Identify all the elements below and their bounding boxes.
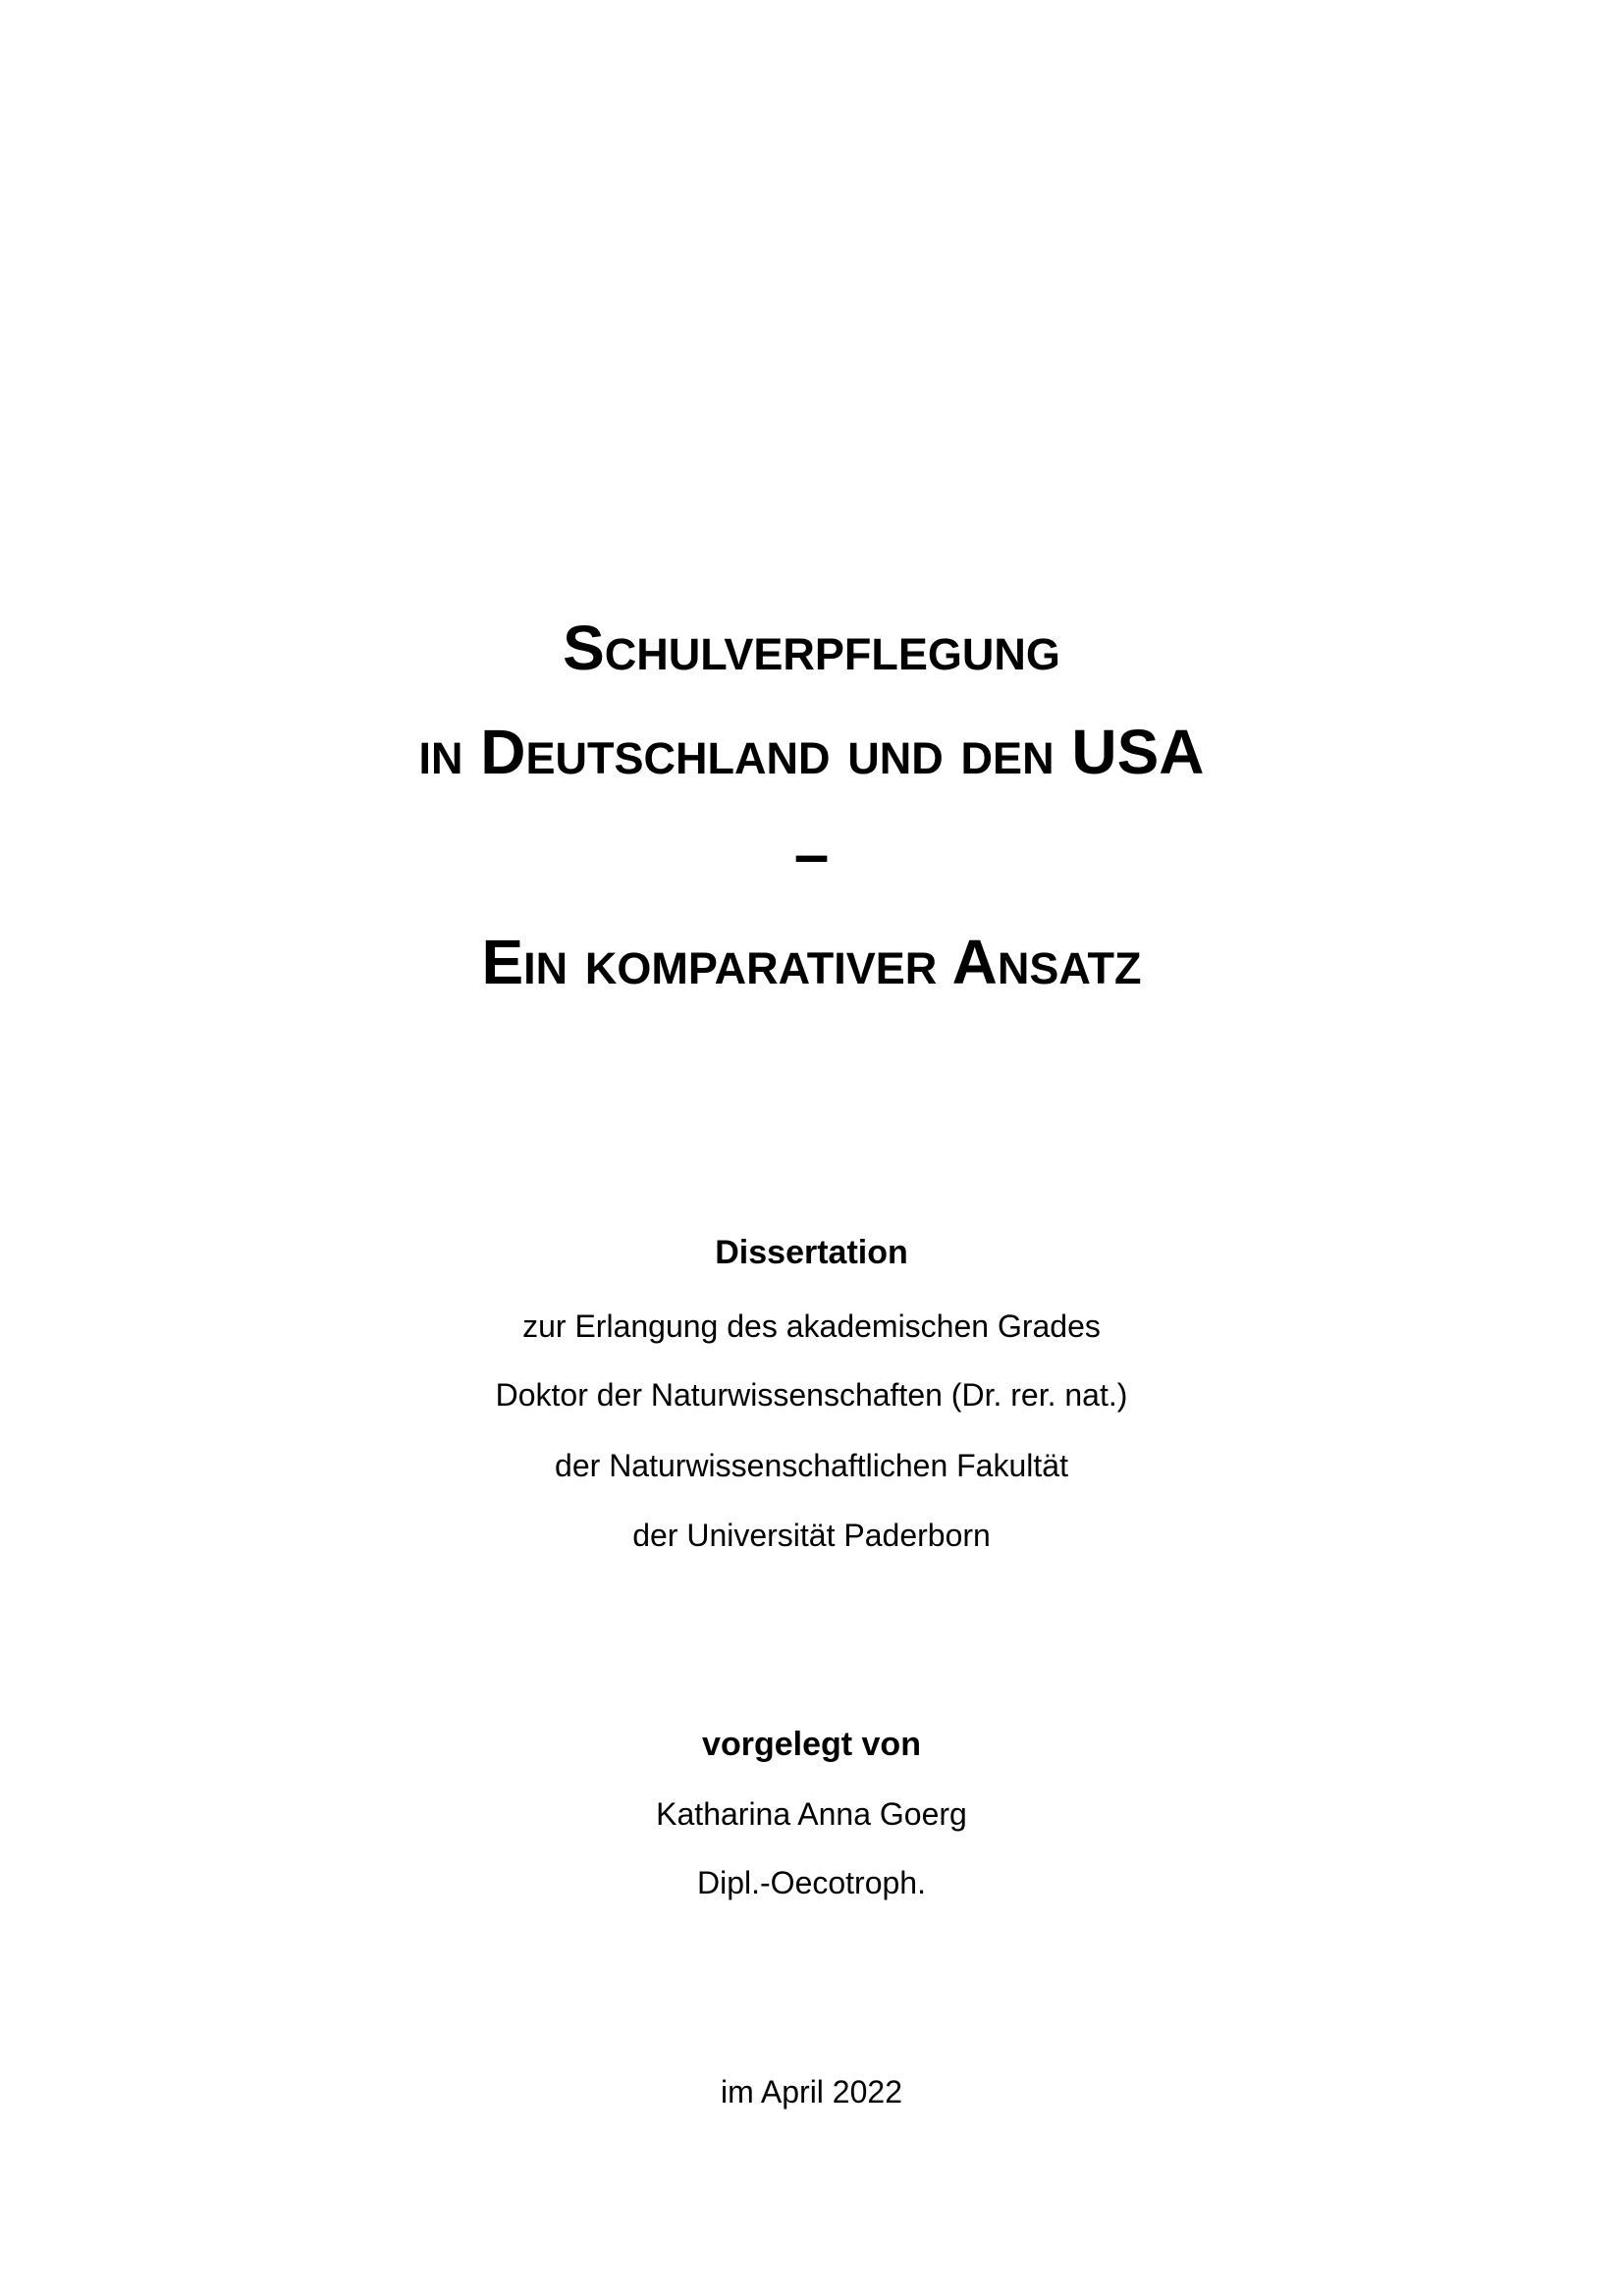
title-line-2: in Deutschland und den USA: [418, 717, 1205, 787]
title-line-3: Ein komparativer Ansatz: [481, 927, 1142, 997]
author-name: Katharina Anna Goerg: [656, 1796, 967, 1832]
dissertation-line-1: zur Erlangung des akademischen Grades: [522, 1308, 1101, 1344]
submission-date: im April 2022: [721, 2074, 902, 2109]
dissertation-line-4: der Universität Paderborn: [632, 1518, 991, 1553]
title-separator: –: [793, 819, 830, 889]
author-heading: vorgelegt von: [702, 1726, 921, 1763]
dissertation-line-2: Doktor der Naturwissenschaften (Dr. rer. nat.): [495, 1377, 1128, 1413]
dissertation-line-3: der Naturwissenschaftlichen Fakultät: [555, 1448, 1068, 1483]
author-degree: Dipl.-Oecotroph.: [697, 1865, 926, 1900]
dissertation-heading: Dissertation: [715, 1234, 908, 1271]
title-line-1: Schulverpflegung: [563, 613, 1060, 683]
